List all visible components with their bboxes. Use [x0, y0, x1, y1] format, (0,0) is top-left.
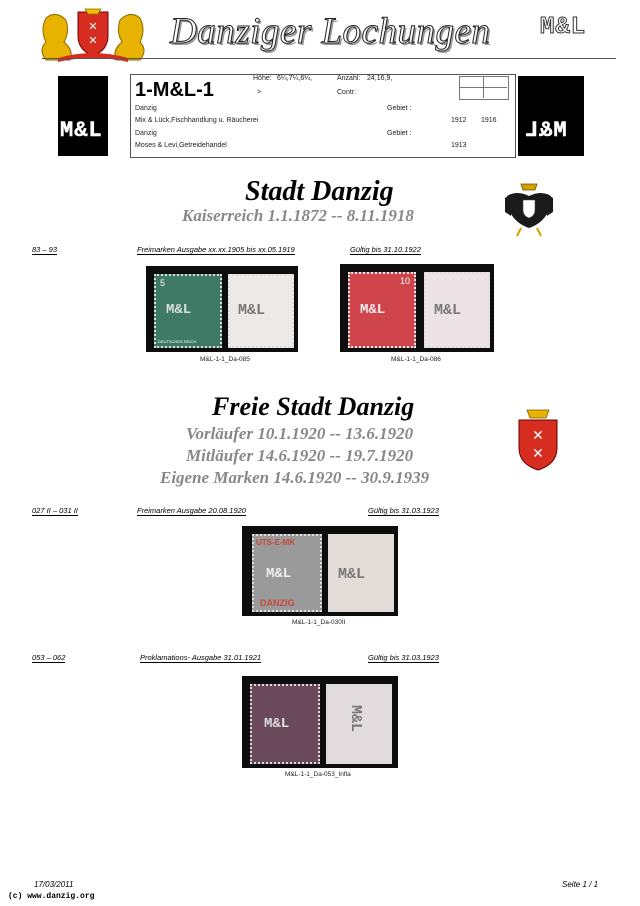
section4-issue: Proklamations- Ausgabe 31.01.1921	[140, 653, 262, 662]
hoehe-value: 6¼,7¼,6¼,	[277, 75, 313, 82]
stamp-perfin-overlay-3: M&L	[266, 566, 292, 582]
stamp-perfin-overlay-1: M&L	[166, 302, 192, 318]
stamp-front-proclamation	[250, 684, 320, 764]
stamp-caption-1: M&L-1-1_Da-085	[200, 356, 250, 363]
contr-label: Contr:	[337, 89, 357, 96]
stamp-overprint-bottom: DANZIG	[260, 598, 295, 608]
section3-valid: Gültig bis 31.03.1923	[368, 506, 439, 515]
stamp-banner-1: DEUTSCHES REICH	[158, 339, 197, 344]
row1-place: Danzig	[135, 105, 157, 112]
section2-line-2: Mitläufer 14.6.1920 -- 19.7.1920	[186, 446, 414, 465]
row2-from: 1912	[451, 117, 467, 124]
svg-text:✕: ✕	[532, 428, 544, 444]
stamp-overprint-top: UTS-E-MK	[256, 538, 296, 547]
arrow-marker: >	[257, 89, 262, 96]
perfin-right-text: M&L	[524, 118, 567, 143]
section4-valid: Gültig bis 31.03.1923	[368, 653, 439, 662]
section1-valid: Gültig bis 31.10.1922	[350, 245, 421, 254]
info-grid	[459, 76, 509, 100]
stamp-back-perfin-1: M&L	[238, 302, 266, 319]
page-title: Danziger Lochungen	[170, 11, 491, 52]
section2-line-1: Vorläufer 10.1.1920 -- 13.6.1920	[186, 424, 414, 443]
stamp-back-perfin-3: M&L	[338, 566, 366, 583]
stamp-back-proclamation	[326, 684, 392, 764]
perfin-block-left	[58, 76, 108, 156]
stamp-pair-4	[242, 676, 398, 768]
section1-title: Stadt Danzig	[245, 176, 394, 207]
stamp-front-10pf	[348, 272, 416, 348]
section3-range: 027 II – 031 II	[32, 506, 78, 515]
row2-place: Mix & Lück,Fischhandlung u. Räucherei	[135, 117, 259, 124]
stamp-back-5pf	[228, 274, 294, 348]
stamp-caption-3: M&L-1-1_Da-030II	[292, 619, 346, 626]
section3-issue: Freimarken Ausgabe 20.08.1920	[137, 506, 246, 515]
perfin-block-right	[518, 76, 584, 156]
stamp-value-5: 5	[160, 278, 166, 288]
stamp-pair-3	[242, 526, 398, 616]
section4-range: 053 – 062	[32, 653, 66, 662]
anzahl-label: Anzahl:	[337, 75, 361, 82]
info-grid-hline	[459, 87, 507, 88]
header-divider	[42, 58, 616, 59]
stamp-value-10: 10	[399, 276, 410, 286]
row3-place: Danzig	[135, 130, 157, 137]
imperial-eagle-emblem	[503, 180, 555, 238]
stamp-pair-2	[340, 264, 494, 352]
perfin-code: 1-M&L-1	[135, 79, 214, 101]
stamp-pair-1	[146, 266, 298, 352]
stamp-back-perfin-2: M&L	[434, 302, 462, 319]
row4-place: Moses & Levi,Getreidehandel	[135, 142, 227, 149]
stamp-back-10pf	[424, 272, 490, 348]
section1-range: 83 – 93	[32, 245, 58, 254]
row1-gebiet: Gebiet :	[387, 105, 412, 112]
hoehe-label: Höhe:	[253, 75, 272, 82]
perfin-left-text: M&L	[60, 118, 103, 143]
section1-subtitle: Kaiserreich 1.1.1872 -- 8.11.1918	[182, 206, 414, 225]
stamp-front-overprint	[252, 534, 322, 612]
row3-gebiet: Gebiet :	[387, 130, 412, 137]
stamp-caption-2: M&L-1-1_Da-086	[391, 356, 441, 363]
stamp-perfin-overlay-4: M&L	[264, 716, 290, 732]
stamp-perfin-overlay-2: M&L	[360, 302, 386, 318]
section2-title: Freie Stadt Danzig	[212, 392, 415, 421]
svg-text:✕: ✕	[88, 20, 98, 33]
section2-line-3: Eigene Marken 14.6.1920 -- 30.9.1939	[160, 468, 430, 487]
stamp-back-perfin-4: M&L	[347, 704, 365, 733]
footer-page: Seite 1 / 1	[562, 880, 599, 889]
stamp-caption-4: M&L-1-1_Da-053_Infla	[285, 771, 351, 778]
footer-date: 17/03/2011	[34, 880, 74, 889]
danzig-shield-emblem	[515, 408, 561, 472]
svg-text:✕: ✕	[532, 446, 544, 462]
stamp-back-overprint	[328, 534, 394, 612]
perfin-badge-top: M&L	[540, 14, 587, 41]
footer-copyright: (c) www.danzig.org	[8, 892, 95, 901]
svg-text:✕: ✕	[88, 34, 98, 47]
section1-issue: Freimarken Ausgabe xx.xx.1905 bis xx.05.1919	[137, 245, 295, 254]
info-card	[130, 74, 516, 158]
row4-from: 1913	[451, 142, 467, 149]
stamp-front-5pf	[154, 274, 222, 348]
anzahl-value: 24,16,9,	[367, 75, 393, 82]
row2-to: 1916	[481, 117, 497, 124]
danzig-coat-of-arms-top	[38, 8, 148, 64]
